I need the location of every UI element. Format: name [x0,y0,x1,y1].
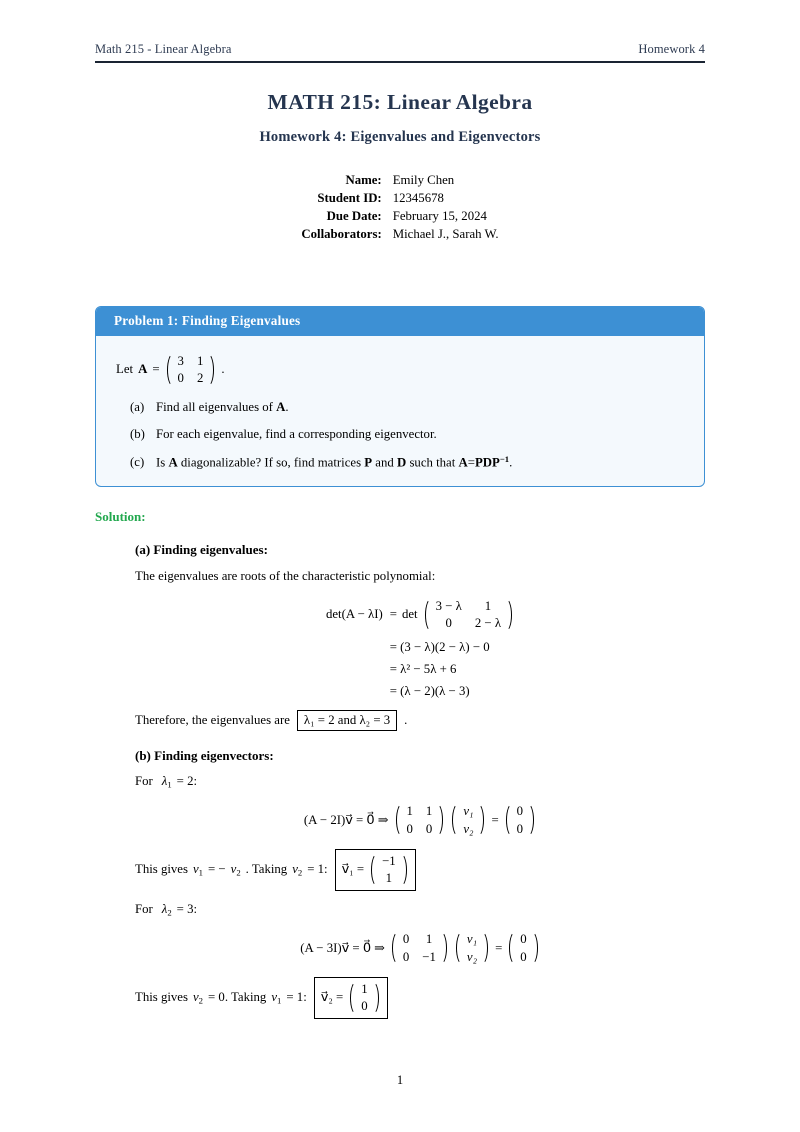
case-1-result-text-d: = 1: [307,862,328,877]
problem-item-list [114,400,686,471]
case-1-v2-neg: $v_2$ [230,862,241,878]
case-2-result-text-a: This gives [135,990,188,1005]
item-text-c [156,454,686,471]
case-1-zero-vector [504,802,536,838]
item-c-symbol-a2: A [458,455,468,470]
case-2-equation-row [300,930,539,966]
case-1-result-text-a: This gives [135,862,188,877]
lambda-subscript: 2 [167,907,172,918]
derivation-step-1: = (3 − λ)(2 − λ) − 0 [389,639,490,654]
meta-value-name: Emily Chen [392,173,455,188]
matrix-cell: 0 [402,949,410,964]
boxed-eigenvector-2 [314,977,388,1019]
case-1-equation [135,802,705,838]
matrix-cell: −1 [422,949,436,964]
meta-value-due-date: February 15, 2024 [392,209,487,224]
boxed-eigenvalues: λ₁ = 2 and λ₂ = 3 [297,710,397,731]
meta-value-collaborators: Michael J., Sarah W. [392,227,499,242]
meta-label-collaborators: Collaborators: [301,227,382,242]
meta-row-due-date [301,208,498,226]
item-c-seg3: and [375,455,394,470]
paren-right [477,802,484,838]
vector-cell: 0 [361,999,368,1014]
paren-right [481,930,488,966]
case-2-coefficient-matrix [390,930,449,966]
paren-left [452,802,459,838]
matrix-cell: 0 [402,932,410,947]
paren-right [440,930,447,966]
case-1-lhs: (A − 2I)v⃗ = 0⃗ ⇒ [303,812,389,827]
paren-right [505,597,512,633]
eigenvector-1-vector [369,852,409,888]
characteristic-polynomial-derivation [135,597,705,699]
case-1-equation-row [304,802,536,838]
problem-box [95,306,705,487]
meta-label-name: Name: [345,173,382,188]
paren-left [456,930,463,966]
header-right-text: Homework 4 [638,42,705,56]
solution-part-b-heading: (b) Finding eigenvectors: [135,747,274,763]
paren-left [392,930,399,966]
vector-cell: v₂ [466,949,478,964]
matrix-a-minus-lambda-i [423,597,514,633]
vector-cell: 1 [385,871,393,886]
meta-label-student-id: Student ID: [317,191,382,206]
item-c-exponent: −1 [499,453,510,464]
matrix-cell: 1 [484,599,492,614]
matrix-cell: 1 [425,932,433,947]
case-2-zero-vector [507,930,539,966]
paren-right [400,852,407,888]
meta-row-collaborators [301,226,498,244]
title-block [95,90,705,146]
paren-right [372,980,379,1016]
paren-right [531,930,538,966]
page-number: 1 [396,1073,404,1087]
case-2-result-text-b: = 0. Taking [208,990,267,1005]
document-title: MATH 215: Linear Algebra [267,90,533,114]
eigenvector-2-label: v⃗₂ = [320,990,344,1005]
paren-left [506,802,513,838]
case-2-lambda [162,902,172,917]
vector-cell: 0 [520,949,527,964]
case-2-v2: $v_2$ [192,990,203,1006]
eigenvalue-conclusion [135,710,705,731]
case-1-result-text-b: = − [208,862,226,877]
vector-cell: −1 [382,853,396,868]
item-marker-b: (b) [130,426,145,441]
paren-left [371,852,378,888]
paren-left [167,352,174,388]
matrix-cell: 1 [406,804,413,819]
matrix-cell: 0 [425,821,433,836]
case-2-value: = 3: [176,901,198,916]
conclusion-prefix: Therefore, the eigenvalues are [135,712,290,727]
det-equals: = [389,607,397,622]
det-rhs [390,597,514,633]
item-c-period: . [509,455,513,470]
problem-box-title: Problem 1: Finding Eigenvalues [96,307,704,336]
case-1-for: For [135,774,153,789]
case-1-result [135,849,705,891]
vector-cell: 1 [361,981,368,996]
item-marker-a: (a) [130,399,145,414]
item-a-text-before: Find all eigenvalues of [156,399,277,414]
vector-cell: v₂ [463,821,474,836]
header-rule [95,61,705,63]
list-item [114,427,686,442]
case-2-v1: $v_1$ [271,990,282,1006]
problem-box-body [96,336,704,486]
paren-right [436,802,443,838]
vector-cell: 0 [516,821,524,836]
matrix-cell: 0 [445,616,452,631]
case-2-intro [135,902,705,917]
solution-label: Solution: [95,509,146,525]
item-marker-c: (c) [130,455,145,470]
case-1-lambda [162,774,172,789]
meta-label-due-date: Due Date: [326,209,382,224]
item-text-b: For each eigenvalue, find a corresponding eigenvector. [156,426,437,441]
solution-part-a-intro: The eigenvalues are roots of the characteristic polynomial: [135,569,436,584]
item-c-symbol-d: D [396,455,407,470]
matrix-cell: 0 [406,821,413,836]
solution-part-a-heading: (a) Finding eigenvalues: [135,542,268,558]
matrix-cell: 1 [425,804,433,819]
equals-sign: = [152,362,160,377]
derivation-grid [326,597,514,699]
meta-value-student-id: 12345678 [392,191,444,206]
case-2-result-text-c: = 1: [286,990,307,1005]
case-2-result [135,977,705,1019]
matrix-cell: 3 − λ [435,599,462,614]
conclusion-suffix: . [404,712,408,727]
eigenvector-2-vector [348,980,380,1016]
item-a-text-after: . [285,399,289,414]
case-2-variable-vector [454,930,490,966]
item-text-a [156,400,686,415]
boxed-eigenvector-1 [335,849,416,891]
case-1-result-text-c: . Taking [245,862,288,877]
eigenvector-1-label: v⃗₁ = [341,862,365,877]
metadata-table [301,172,498,244]
lambda-symbol: λ [161,773,168,788]
derivation-step-3: = (λ − 2)(λ − 3) [389,683,470,698]
lambda-subscript: 1 [167,779,172,790]
vector-cell: 0 [516,804,524,819]
list-item [114,454,686,471]
case-1-coefficient-matrix [394,802,446,838]
case-1-variable-vector [450,802,486,838]
meta-row-student-id [301,190,498,208]
item-c-seg1: Is [156,455,166,470]
vector-cell: 0 [520,932,527,947]
case-1-v1: $v_1$ [192,862,203,878]
item-c-symbol-p: P [364,455,373,470]
item-c-equals: = [467,455,475,470]
matrix-cell: 1 [196,353,204,368]
matrix-cell: 2 [196,371,204,386]
list-item [114,400,686,415]
case-2-for: For [135,901,153,916]
item-c-symbol-a: A [168,455,178,470]
paren-left [425,597,432,633]
solution-body [95,542,705,1019]
case-2-equation [135,930,705,966]
let-text: Let [116,362,134,377]
derivation-step-2: = λ² − 5λ + 6 [389,661,457,676]
case-1-equals: = [491,812,499,827]
matrix-cell: 0 [177,371,184,386]
matrix-symbol-a: A [138,362,148,377]
det-word: det [401,607,418,622]
case-2-lhs: (A − 3I)v⃗ = 0⃗ ⇒ [300,940,385,955]
paren-right [527,802,534,838]
lambda-symbol: λ [161,901,168,916]
case-1-v2: $v_2$ [292,862,303,878]
item-c-symbol-pdp: PDP [474,455,500,470]
paren-left [509,930,516,966]
header-left-text: Math 215 - Linear Algebra [95,42,232,56]
case-1-intro [135,774,705,789]
item-c-seg4: such that [409,455,456,470]
vector-cell: v₁ [466,932,478,947]
vector-cell: v₁ [463,804,474,819]
case-2-equals: = [495,940,503,955]
paren-left [350,980,357,1016]
paren-left [396,802,403,838]
item-c-seg2: diagonalizable? If so, find matrices [180,455,362,470]
paren-right [207,352,214,388]
matrix-cells [432,597,505,633]
item-a-symbol: A [276,399,286,414]
matrix-definition-line [116,352,686,388]
case-1-value: = 2: [176,774,198,789]
matrix-cell: 3 [177,353,184,368]
matrix-cell: 2 − λ [474,616,502,631]
document-subtitle: Homework 4: Eigenvalues and Eigenvectors [259,128,541,145]
matrix-a [165,352,217,388]
period: . [221,362,225,377]
meta-row-name [301,172,498,190]
running-header [95,0,705,57]
det-lhs: det(A − λI) [325,607,383,622]
